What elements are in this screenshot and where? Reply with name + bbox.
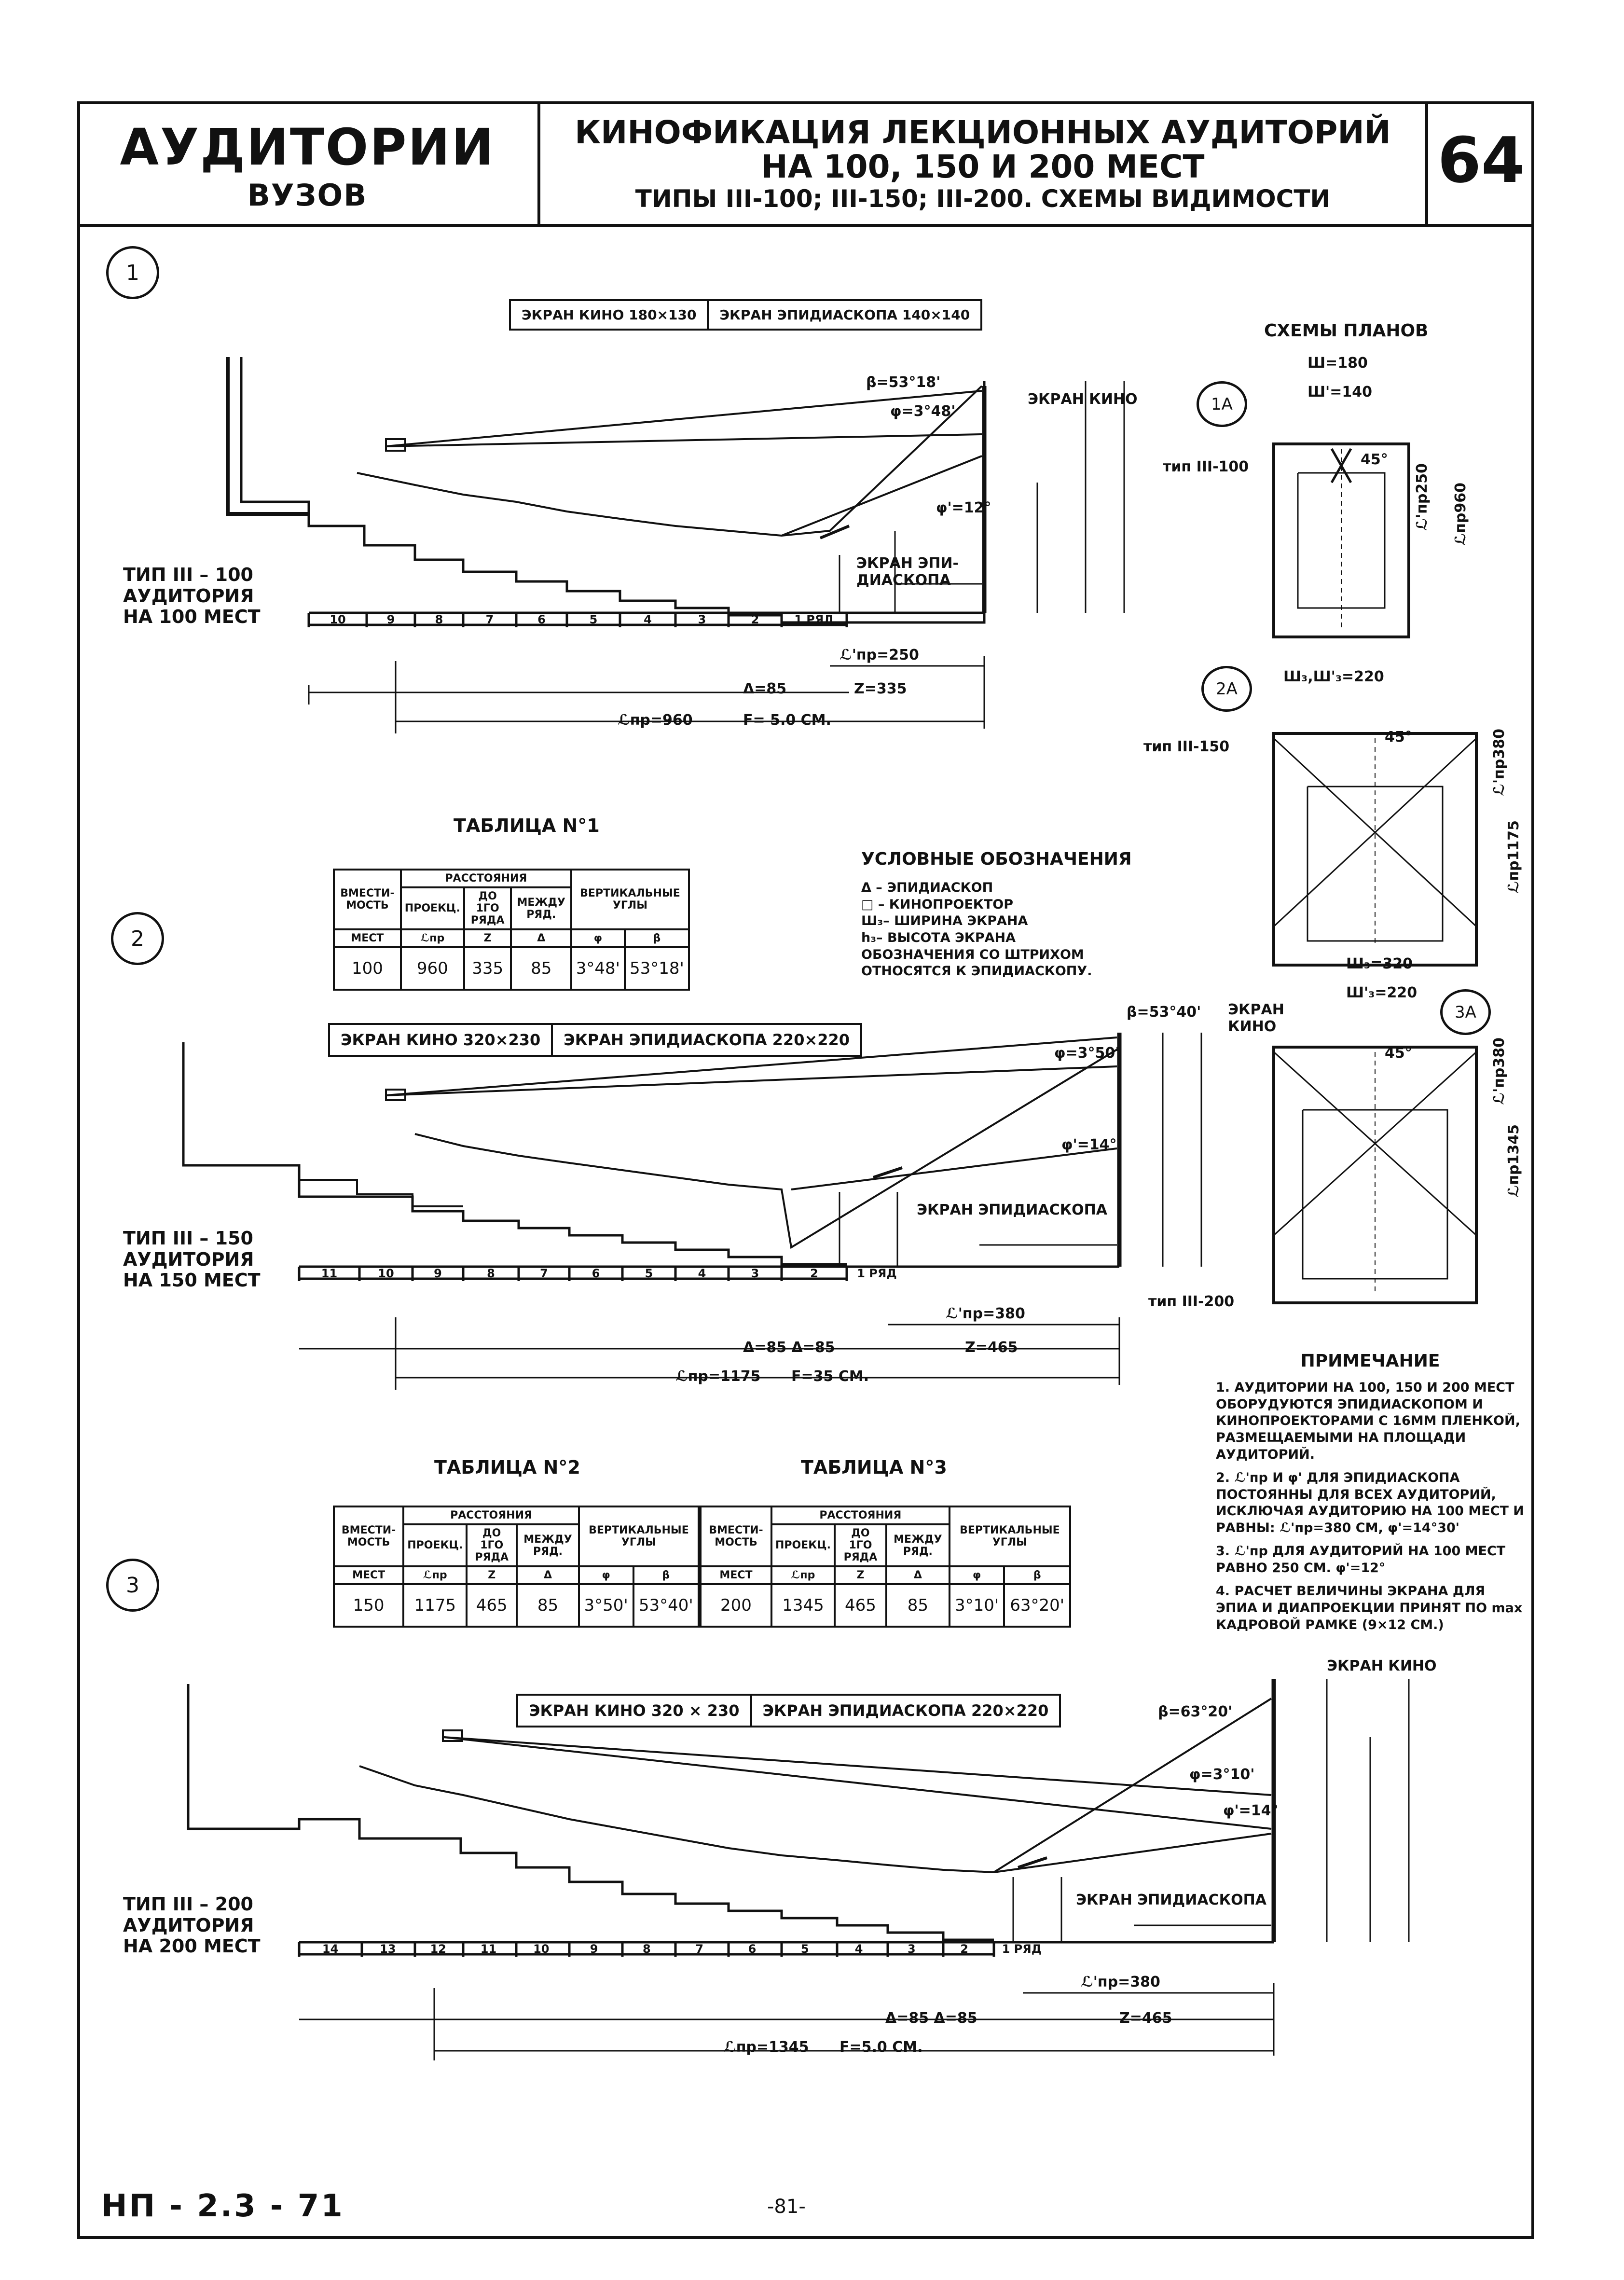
table-3-h-angles: ВЕРТИКАЛЬНЫЕ УГЛЫ xyxy=(950,1506,1070,1566)
table-1-h-capacity: ВМЕСТИ-МОСТЬ xyxy=(334,870,401,929)
table-2-h3: Z xyxy=(467,1566,517,1584)
plan-2a-marker: 2А xyxy=(1201,666,1252,712)
note-item: 2. ℒ'пр И φ' ДЛЯ ЭПИДИАСКОПА ПОСТОЯННЫ ДЛЯ ВСЕХ АУДИТОРИЙ, ИСКЛЮЧАЯ АУДИТОРИЮ НА 100 МЕСТ И РАВНЫ: ℒ'пр=380 СМ, φ'=14°30' xyxy=(1216,1470,1524,1535)
section-2-marker: 2 xyxy=(111,912,164,965)
plan-3a-dim-1: ℒ'пр380 xyxy=(1491,1037,1508,1105)
section-2-screen-label: ЭКРАН КИНО xyxy=(1228,1001,1284,1035)
section-2-row: 5 xyxy=(645,1267,653,1280)
footer-page: -81- xyxy=(767,2196,806,2218)
plan-3a-label: тип III-200 xyxy=(1148,1293,1235,1310)
section-1-lpr: ℒпр=960 xyxy=(618,712,693,729)
section-1-screen-film: ЭКРАН КИНО 180×130 xyxy=(522,307,697,323)
section-1-row: 5 xyxy=(589,613,598,626)
section-1-phi: φ=3°48' xyxy=(890,403,956,420)
table-2-h3: β xyxy=(633,1566,699,1584)
table-1-h3: ℒпр xyxy=(401,929,464,947)
plan-3a-angle: 45° xyxy=(1385,1045,1412,1062)
legend-item: Ш₃– ШИРИНА ЭКРАНА xyxy=(861,913,1028,929)
plan-1a-width-1: Ш=180 xyxy=(1307,355,1368,372)
table-3-cell: 85 xyxy=(886,1584,950,1627)
section-3-row: 9 xyxy=(590,1942,598,1956)
plan-2a-dim-2: ℒпр1175 xyxy=(1505,820,1522,894)
section-1-row: 10 xyxy=(330,613,346,626)
section-2-row: 3 xyxy=(751,1267,759,1280)
section-3-row: 2 xyxy=(960,1942,968,1956)
section-3-row: 13 xyxy=(380,1942,396,1956)
legend-item: ОТНОСЯТСЯ К ЭПИДИАСКОПУ. xyxy=(861,964,1092,979)
section-1-row: 9 xyxy=(386,613,395,626)
section-2-phi: φ=3°50' xyxy=(1054,1045,1120,1062)
section-2-profile xyxy=(183,1033,1201,1281)
table-3-cell: 1345 xyxy=(771,1584,835,1627)
section-1-delta: Δ=85 xyxy=(743,680,787,697)
section-1-row: 7 xyxy=(485,613,494,626)
section-1-rows xyxy=(309,613,902,626)
table-2-h-capacity: ВМЕСТИ-МОСТЬ xyxy=(334,1506,403,1566)
section-3-row: 1 РЯД xyxy=(1002,1942,1042,1956)
table-3-h3: β xyxy=(1004,1566,1070,1584)
table-2 xyxy=(333,1506,700,1628)
table-2-h3: φ xyxy=(579,1566,633,1584)
table-1-h3: β xyxy=(625,929,689,947)
section-1-screen-label: ЭКРАН КИНО xyxy=(1028,391,1138,408)
table-2-h-proj: ПРОЕКЦ. xyxy=(403,1524,467,1566)
section-1-row: 8 xyxy=(435,613,443,626)
section-1-row: 4 xyxy=(644,613,652,626)
table-3-h-first-row: ДО 1ГО РЯДА xyxy=(835,1524,886,1566)
table-3-h-between: МЕЖДУ РЯД. xyxy=(886,1524,950,1566)
table-1 xyxy=(333,869,690,991)
section-3-lpr: ℒпр=1345 xyxy=(724,2039,809,2056)
section-2-delta: Δ=85 Δ=85 xyxy=(743,1339,835,1356)
section-2-beta: β=53°40' xyxy=(1127,1004,1201,1021)
section-3-screen-epi: ЭКРАН ЭПИДИАСКОПА 220×220 xyxy=(750,1696,1060,1726)
section-3-row: 10 xyxy=(533,1942,550,1956)
section-3-row: 6 xyxy=(748,1942,757,1956)
header-left-subtitle: ВУЗОВ xyxy=(247,178,368,213)
plan-2a-dim-1: ℒ'пр380 xyxy=(1491,729,1508,796)
section-3-marker: 3 xyxy=(106,1559,159,1612)
table-1-title: ТАБЛИЦА N°1 xyxy=(454,815,600,836)
section-1-row: 2 xyxy=(751,613,759,626)
plan-3a xyxy=(1274,1047,1476,1303)
table-1-cell: 53°18' xyxy=(625,947,689,990)
legend-item: h₃– ВЫСОТА ЭКРАНА xyxy=(861,930,1016,946)
table-2-h3: МЕСТ xyxy=(334,1566,403,1584)
section-3-screen-label: ЭКРАН КИНО xyxy=(1327,1658,1437,1674)
table-3-h-proj: ПРОЕКЦ. xyxy=(771,1524,835,1566)
table-3-h-capacity: ВМЕСТИ-МОСТЬ xyxy=(701,1506,771,1566)
section-2-phi1: φ'=14° xyxy=(1061,1136,1117,1153)
table-2-h-angles: ВЕРТИКАЛЬНЫЕ УГЛЫ xyxy=(579,1506,699,1566)
section-1-row: 3 xyxy=(698,613,706,626)
section-1-profile xyxy=(228,357,1124,627)
table-2-title: ТАБЛИЦА N°2 xyxy=(434,1457,580,1478)
section-3-lpr1: ℒ'пр=380 xyxy=(1081,1974,1160,1990)
table-3-h-distances: РАССТОЯНИЯ xyxy=(771,1506,950,1524)
legend-item: Δ – ЭПИДИАСКОП xyxy=(861,880,993,896)
header-left-title: АУДИТОРИИ xyxy=(120,118,495,177)
table-2-cell: 465 xyxy=(467,1584,517,1627)
table-2-cell: 85 xyxy=(517,1584,579,1627)
plan-2a-angle: 45° xyxy=(1385,729,1412,746)
table-2-cell: 53°40' xyxy=(633,1584,699,1627)
section-3-row: 14 xyxy=(322,1942,339,1956)
table-1-cell: 100 xyxy=(334,947,401,990)
section-3-row: 3 xyxy=(907,1942,916,1956)
table-1-h-first-row: ДО 1ГО РЯДА xyxy=(464,887,511,929)
section-1-epi-label: ЭКРАН ЭПИ- ДИАСКОПА xyxy=(856,555,959,589)
table-2-cell: 150 xyxy=(334,1584,403,1627)
table-1-h-angles: ВЕРТИКАЛЬНЫЕ УГЛЫ xyxy=(571,870,689,929)
section-2-row: 9 xyxy=(434,1267,442,1280)
section-3-delta: Δ=85 Δ=85 xyxy=(885,2010,977,2027)
table-1-cell: 335 xyxy=(464,947,511,990)
table-2-cell: 3°50' xyxy=(579,1584,633,1627)
note-item: 1. АУДИТОРИИ НА 100, 150 И 200 МЕСТ ОБОРУДУЮТСЯ ЭПИДИАСКОПОМ И КИНОПРОЕКТОРАМИ С 16ММ ПЛЕНКОЙ, РАЗМЕЩАЕМЫМИ НА ПЛОЩАДИ АУДИТОРИЙ. xyxy=(1216,1380,1520,1462)
table-1-h3: φ xyxy=(571,929,625,947)
plan-2a-label: тип III-150 xyxy=(1143,738,1230,755)
section-2-type-label: ТИП III – 150 АУДИТОРИЯ НА 150 МЕСТ xyxy=(123,1228,261,1291)
plan-1a-angle: 45° xyxy=(1361,451,1388,468)
header-page-number: 64 xyxy=(1437,124,1525,197)
section-2-rows xyxy=(299,1267,907,1280)
section-1-row: 1 РЯД xyxy=(794,613,834,626)
section-3-rows xyxy=(299,1942,1052,1956)
table-2-h3: Δ xyxy=(517,1566,579,1584)
header-main-line1: КИНОФИКАЦИЯ ЛЕКЦИОННЫХ АУДИТОРИЙ xyxy=(575,114,1391,151)
section-1-phi1: φ'=12° xyxy=(936,499,991,516)
plan-1a-label: тип III-100 xyxy=(1163,458,1249,475)
plan-3a-marker: 3А xyxy=(1440,989,1491,1035)
section-3-f: F=5.0 СМ. xyxy=(840,2039,923,2056)
plans-title: СХЕМЫ ПЛАНОВ xyxy=(1264,321,1429,341)
section-3-row: 8 xyxy=(643,1942,651,1956)
legend-title: УСЛОВНЫЕ ОБОЗНАЧЕНИЯ xyxy=(861,849,1132,869)
section-1-row: 6 xyxy=(537,613,546,626)
section-2-row: 2 xyxy=(810,1267,818,1280)
table-3-h3: Z xyxy=(835,1566,886,1584)
header-main-line3: ТИПЫ III-100; III-150; III-200. СХЕМЫ ВИДИМОСТИ xyxy=(635,185,1331,213)
section-3-row: 4 xyxy=(854,1942,863,1956)
note-item: 3. ℒ'пр ДЛЯ АУДИТОРИЙ НА 100 МЕСТ РАВНО 250 СМ. φ'=12° xyxy=(1216,1544,1506,1575)
plan-3a-dim-2: ℒпр1345 xyxy=(1505,1124,1522,1198)
section-3-epi-label: ЭКРАН ЭПИДИАСКОПА xyxy=(1076,1892,1266,1908)
table-1-cell: 960 xyxy=(401,947,464,990)
table-2-cell: 1175 xyxy=(403,1584,467,1627)
plan-2a xyxy=(1274,733,1476,965)
section-2-row: 8 xyxy=(487,1267,495,1280)
section-1-beta: β=53°18' xyxy=(866,374,941,391)
table-1-h3: МЕСТ xyxy=(334,929,401,947)
notes xyxy=(1216,1351,1525,1633)
plan-1a xyxy=(1274,444,1409,637)
section-2-row: 6 xyxy=(592,1267,600,1280)
section-3-beta: β=63°20' xyxy=(1158,1703,1233,1720)
legend-item: □ – КИНОПРОЕКТОР xyxy=(861,897,1014,912)
plan-3a-width: Ш'₃=220 xyxy=(1346,984,1418,1001)
table-3-cell: 200 xyxy=(701,1584,771,1627)
footer-code: НП - 2.3 - 71 xyxy=(101,2188,344,2224)
section-2-row: 7 xyxy=(540,1267,548,1280)
section-1-z: Z=335 xyxy=(854,680,907,697)
plan-1a-dim-1: ℒ'пр250 xyxy=(1414,463,1431,531)
table-3 xyxy=(700,1506,1071,1628)
plan-2a-bottom: Ш₃=320 xyxy=(1346,955,1413,972)
table-3-cell: 63°20' xyxy=(1004,1584,1070,1627)
plan-1a-width-2: Ш'=140 xyxy=(1307,384,1373,401)
section-1-marker: 1 xyxy=(106,246,159,299)
plan-2a-width: Ш₃,Ш'₃=220 xyxy=(1283,668,1384,685)
legend-item: ОБОЗНАЧЕНИЯ СО ШТРИХОМ xyxy=(861,947,1084,962)
section-3-phi1: φ'=14° xyxy=(1223,1802,1279,1819)
section-3-row: 12 xyxy=(430,1942,446,1956)
section-2-epi-label: ЭКРАН ЭПИДИАСКОПА xyxy=(917,1202,1107,1218)
section-2-f: F=35 СМ. xyxy=(791,1368,869,1385)
table-3-h3: φ xyxy=(950,1566,1005,1584)
section-2-row: 11 xyxy=(321,1267,338,1280)
table-3-h3: ℒпр xyxy=(771,1566,835,1584)
section-2-z: Z=465 xyxy=(965,1339,1018,1356)
section-2-screen-epi: ЭКРАН ЭПИДИАСКОПА 220×220 xyxy=(551,1025,860,1055)
section-3-screen-film: ЭКРАН КИНО 320 × 230 xyxy=(529,1701,740,1720)
table-1-h-between: МЕЖДУ РЯД. xyxy=(511,887,571,929)
section-2-row: 10 xyxy=(378,1267,394,1280)
table-1-cell: 3°48' xyxy=(571,947,625,990)
section-3-row: 11 xyxy=(480,1942,497,1956)
table-1-h-proj: ПРОЕКЦ. xyxy=(401,887,464,929)
table-3-cell: 465 xyxy=(835,1584,886,1627)
table-1-h3: Δ xyxy=(511,929,571,947)
plan-1a-marker: 1А xyxy=(1197,381,1247,427)
section-2-row: 1 РЯД xyxy=(857,1267,897,1280)
table-3-cell: 3°10' xyxy=(950,1584,1005,1627)
plan-1a-dim-2: ℒпр960 xyxy=(1452,483,1469,546)
note-item: 4. РАСЧЕТ ВЕЛИЧИНЫ ЭКРАНА ДЛЯ ЭПИА И ДИАПРОЕКЦИИ ПРИНЯТ ПО max КАДРОВОЙ РАМКЕ (9×12 СМ.) xyxy=(1216,1584,1523,1632)
table-3-h3: МЕСТ xyxy=(701,1566,771,1584)
table-3-h3: Δ xyxy=(886,1566,950,1584)
section-2-lpr1: ℒ'пр=380 xyxy=(946,1305,1025,1322)
section-2-row: 4 xyxy=(698,1267,706,1280)
section-3-phi: φ=3°10' xyxy=(1189,1766,1255,1783)
table-2-h-first-row: ДО 1ГО РЯДА xyxy=(467,1524,517,1566)
section-3-z: Z=465 xyxy=(1119,2010,1172,2027)
section-2-lpr: ℒпр=1175 xyxy=(675,1368,761,1385)
section-3-row: 5 xyxy=(800,1942,809,1956)
table-2-h-between: МЕЖДУ РЯД. xyxy=(517,1524,579,1566)
header-main-line2: НА 100, 150 И 200 МЕСТ xyxy=(761,148,1205,185)
section-1-f: F= 5.0 СМ. xyxy=(743,712,831,729)
section-3-type-label: ТИП III – 200 АУДИТОРИЯ НА 200 МЕСТ xyxy=(123,1893,261,1957)
table-3-title: ТАБЛИЦА N°3 xyxy=(801,1457,947,1478)
table-1-h-distances: РАССТОЯНИЯ xyxy=(401,870,571,887)
section-1-lpr1: ℒ'пр=250 xyxy=(840,647,919,663)
notes-title: ПРИМЕЧАНИЕ xyxy=(1300,1351,1440,1371)
legend xyxy=(861,849,1132,980)
table-2-h-distances: РАССТОЯНИЯ xyxy=(403,1506,579,1524)
section-3-row: 7 xyxy=(695,1942,704,1956)
section-2-screen-film: ЭКРАН КИНО 320×230 xyxy=(341,1031,541,1049)
table-1-h3: Z xyxy=(464,929,511,947)
section-1-screen-epi: ЭКРАН ЭПИДИАСКОПА 140×140 xyxy=(707,301,980,329)
table-1-cell: 85 xyxy=(511,947,571,990)
section-1-type-label: ТИП III – 100 АУДИТОРИЯ НА 100 МЕСТ xyxy=(123,564,261,628)
table-2-h3: ℒпр xyxy=(403,1566,467,1584)
